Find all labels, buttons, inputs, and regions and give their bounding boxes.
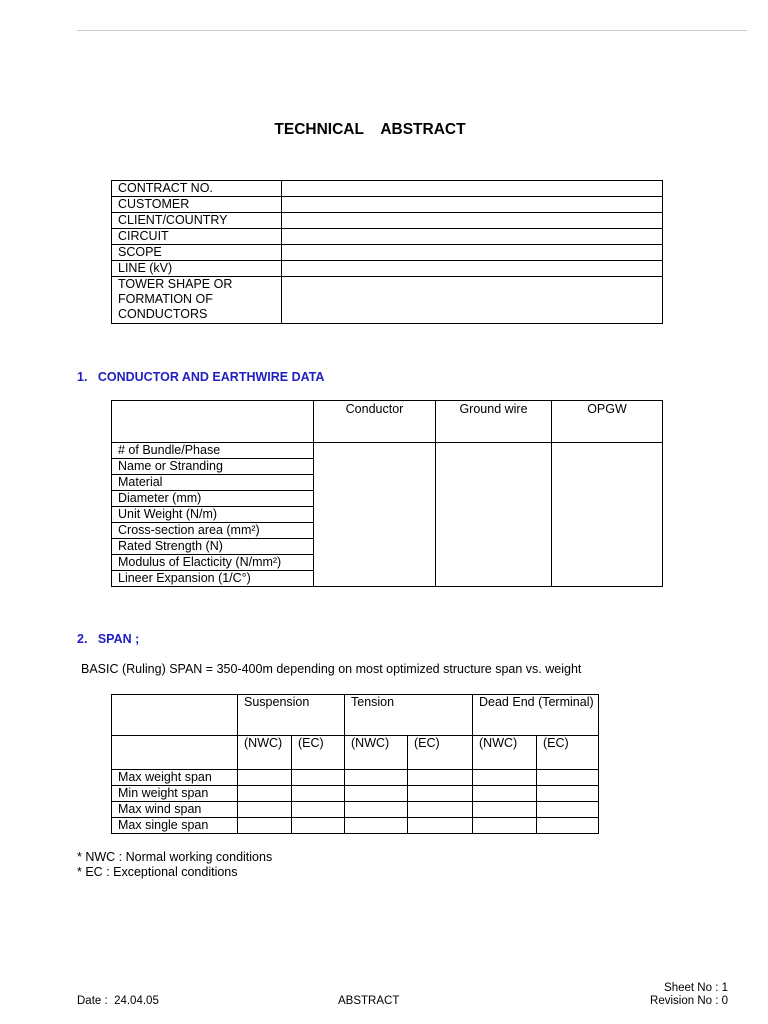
- column-header: Conductor: [314, 401, 436, 443]
- info-value: [282, 197, 663, 213]
- row-label: Lineer Expansion (1/C°): [112, 571, 314, 587]
- header-rule: [77, 30, 747, 31]
- row-label: Name or Stranding: [112, 459, 314, 475]
- table-row: [112, 197, 663, 213]
- group-header-dead-end: Dead End (Terminal): [473, 695, 599, 736]
- empty-header-cell: [112, 401, 314, 443]
- table-row: [112, 245, 663, 261]
- footer-sheet-no: Sheet No : 1: [664, 982, 728, 994]
- ground-wire-values: [436, 443, 552, 587]
- info-value: [282, 261, 663, 277]
- conductor-data-table: [111, 400, 663, 587]
- column-header: Ground wire: [436, 401, 552, 443]
- info-value: [282, 229, 663, 245]
- section-heading-span: 2. SPAN ;: [77, 632, 140, 646]
- table-row: [112, 277, 663, 324]
- info-value: [282, 245, 663, 261]
- info-label: SCOPE: [112, 245, 282, 261]
- info-label: TOWER SHAPE OR FORMATION OF CONDUCTORS: [112, 277, 282, 324]
- table-row: [112, 802, 599, 818]
- row-label: Min weight span: [112, 786, 238, 802]
- table-row: [112, 770, 599, 786]
- info-value: [282, 213, 663, 229]
- subheader-nwc: (NWC): [473, 736, 537, 770]
- span-table: [111, 694, 599, 834]
- subheader-nwc: (NWC): [238, 736, 292, 770]
- subheader-ec: (EC): [537, 736, 599, 770]
- info-label: CIRCUIT: [112, 229, 282, 245]
- table-row: [112, 261, 663, 277]
- table-row: [112, 229, 663, 245]
- section-heading-conductor: 1. CONDUCTOR AND EARTHWIRE DATA: [77, 370, 325, 384]
- row-label: Max wind span: [112, 802, 238, 818]
- row-label: Max single span: [112, 818, 238, 834]
- row-label: Diameter (mm): [112, 491, 314, 507]
- opgw-values: [552, 443, 663, 587]
- empty-header-cell: [112, 695, 238, 736]
- table-subheader-row: [112, 736, 599, 770]
- empty-header-cell: [112, 736, 238, 770]
- info-label: LINE (kV): [112, 261, 282, 277]
- group-header-suspension: Suspension: [238, 695, 345, 736]
- page-title: TECHNICAL ABSTRACT: [274, 121, 466, 138]
- table-row: [112, 181, 663, 197]
- row-label: Max weight span: [112, 770, 238, 786]
- table-row: [112, 443, 663, 459]
- footer-revision-no: Revision No : 0: [650, 995, 728, 1007]
- column-header: OPGW: [552, 401, 663, 443]
- info-label: CONTRACT NO.: [112, 181, 282, 197]
- row-label: Material: [112, 475, 314, 491]
- row-label: Cross-section area (mm²): [112, 523, 314, 539]
- info-value: [282, 181, 663, 197]
- table-header-row: [112, 695, 599, 736]
- row-label: Unit Weight (N/m): [112, 507, 314, 523]
- footer-doc-name: ABSTRACT: [338, 995, 400, 1007]
- subheader-ec: (EC): [292, 736, 345, 770]
- contract-info-table: [111, 180, 663, 324]
- info-value: [282, 277, 663, 324]
- subheader-ec: (EC): [408, 736, 473, 770]
- note-ec: * EC : Exceptional conditions: [77, 865, 238, 879]
- info-label: CUSTOMER: [112, 197, 282, 213]
- conductor-values: [314, 443, 436, 587]
- note-nwc: * NWC : Normal working conditions: [77, 850, 273, 864]
- table-row: [112, 213, 663, 229]
- subheader-nwc: (NWC): [345, 736, 408, 770]
- row-label: Rated Strength (N): [112, 539, 314, 555]
- row-label: Modulus of Elacticity (N/mm²): [112, 555, 314, 571]
- table-row: [112, 818, 599, 834]
- table-header-row: [112, 401, 663, 443]
- table-row: [112, 786, 599, 802]
- row-label: # of Bundle/Phase: [112, 443, 314, 459]
- basic-span-text: BASIC (Ruling) SPAN = 350-400m depending on most optimized structure span vs. weight: [81, 662, 582, 676]
- footer-date: Date : 24.04.05: [77, 995, 159, 1007]
- group-header-tension: Tension: [345, 695, 473, 736]
- info-label: CLIENT/COUNTRY: [112, 213, 282, 229]
